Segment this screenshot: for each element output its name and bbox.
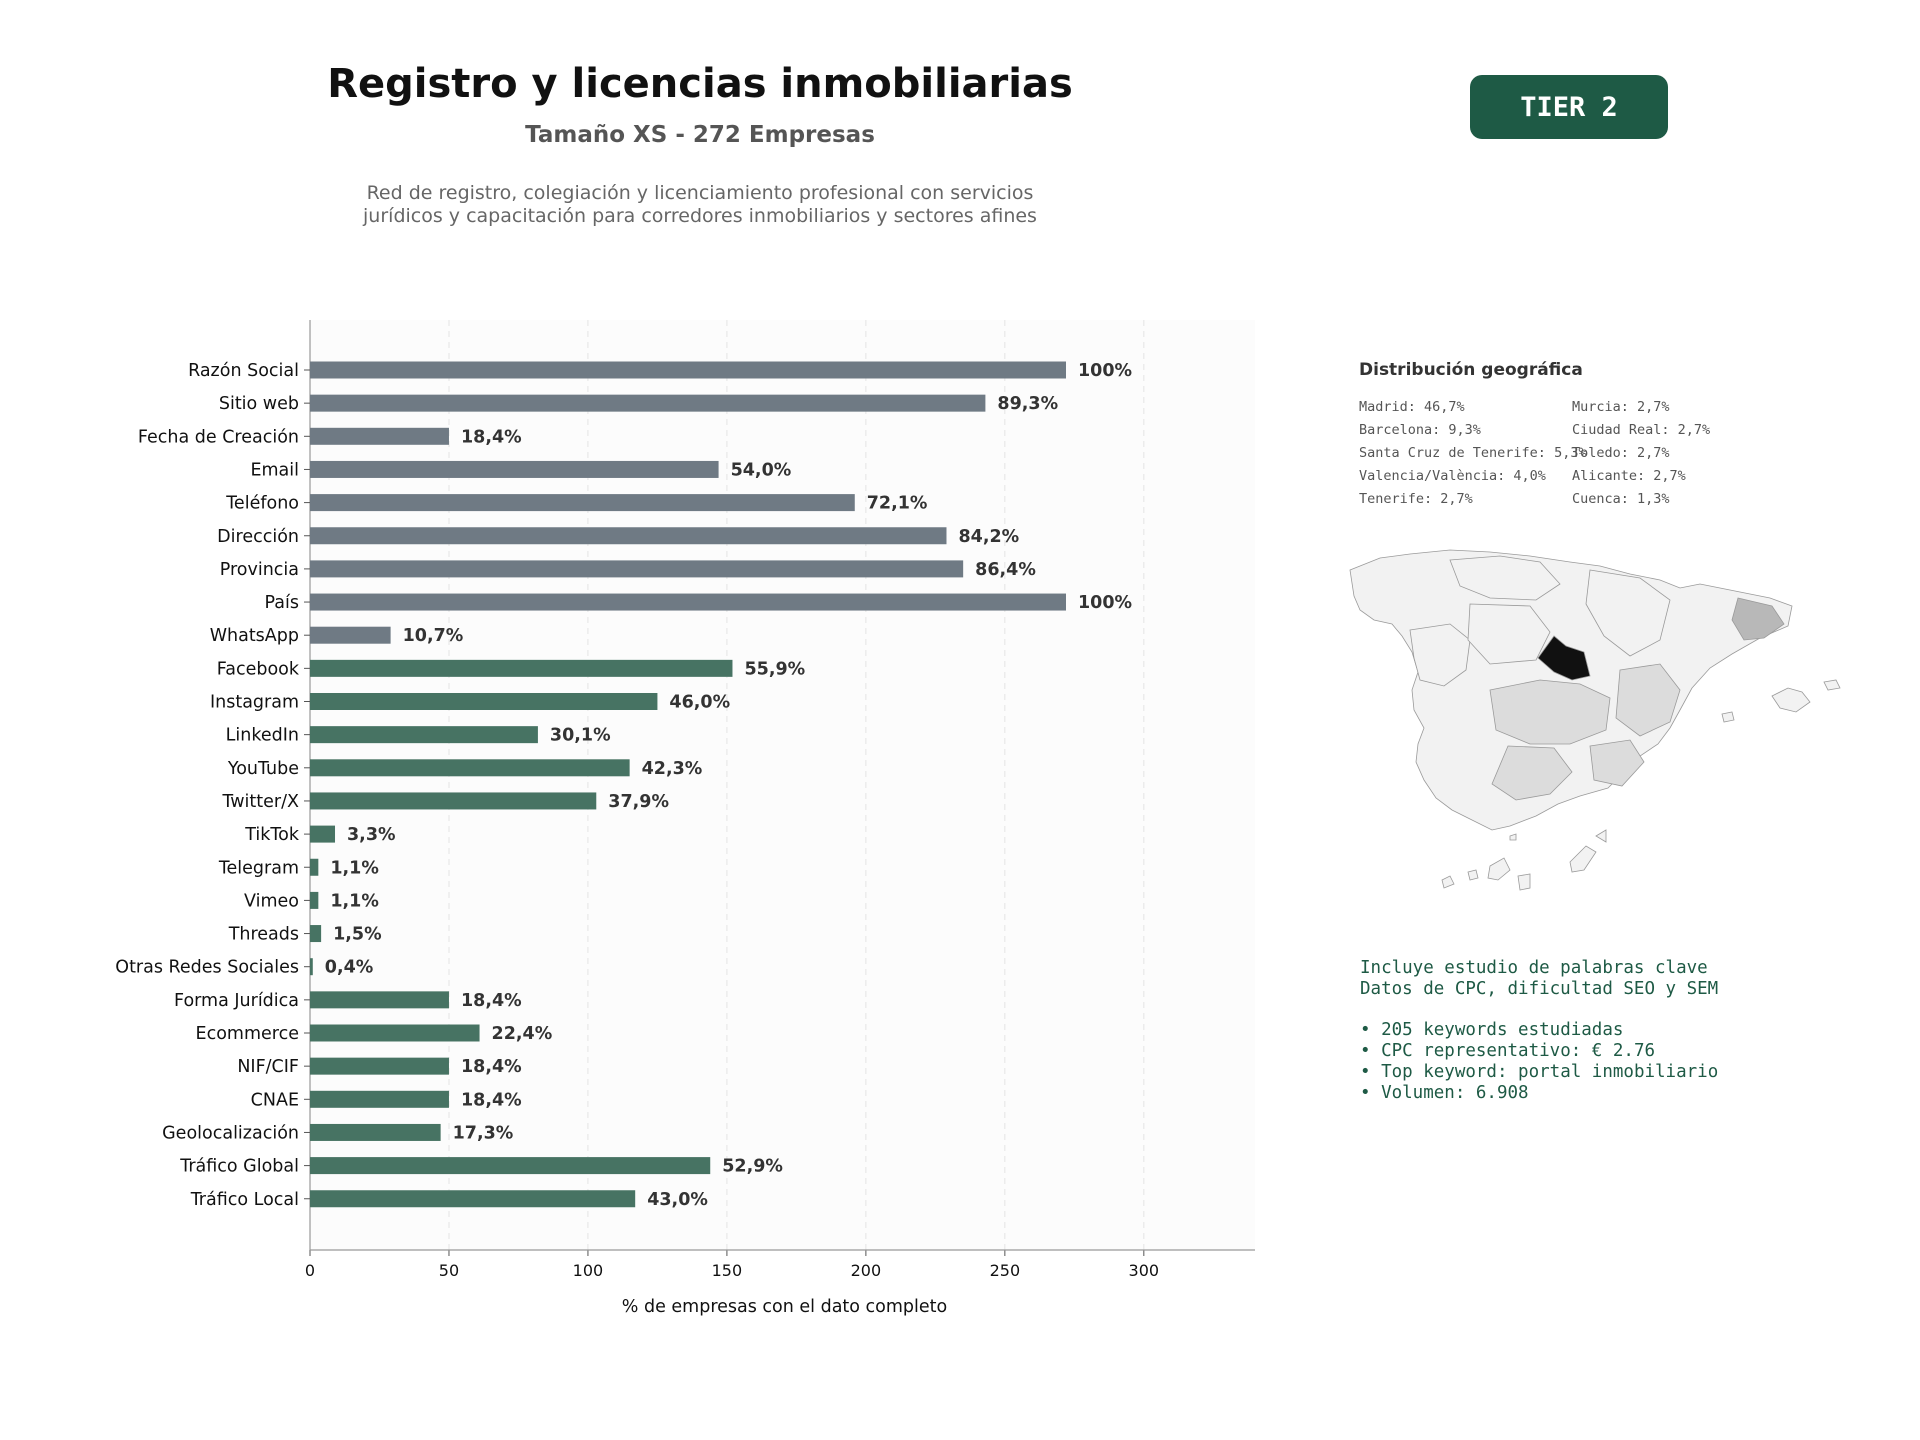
data-label: 42,3% <box>641 758 703 779</box>
geo-item: Barcelona: 9,3% <box>1359 422 1481 438</box>
bar <box>310 395 985 412</box>
x-tick-label: 100 <box>572 1261 604 1280</box>
category-label: CNAE <box>250 1090 299 1111</box>
category-label: Email <box>250 460 299 481</box>
category-label: Fecha de Creación <box>137 427 299 448</box>
bar <box>310 494 855 511</box>
category-label: Twitter/X <box>222 791 299 812</box>
data-label: 1,1% <box>330 858 379 879</box>
page-subtitle: Tamaño XS - 272 Empresas <box>525 122 875 148</box>
keyword-item: • 205 keywords estudiadas <box>1360 1020 1880 1041</box>
x-tick-label: 250 <box>989 1261 1021 1280</box>
bar <box>310 594 1066 611</box>
geo-title: Distribución geográfica <box>1359 360 1583 380</box>
geo-item: Cuenca: 1,3% <box>1572 491 1670 507</box>
bar <box>310 1025 480 1042</box>
data-label: 17,3% <box>452 1123 514 1144</box>
data-label: 52,9% <box>722 1156 783 1177</box>
bar <box>310 1091 449 1108</box>
map-region-mancha <box>1490 680 1610 744</box>
data-label: 30,1% <box>549 725 611 746</box>
keyword-item: • Top keyword: portal inmobiliario <box>1360 1062 1880 1083</box>
category-label: Teléfono <box>226 493 299 514</box>
geo-item: Madrid: 46,7% <box>1359 399 1465 415</box>
category-label: País <box>264 593 299 614</box>
data-label: 100% <box>1078 593 1133 614</box>
x-tick-label: 50 <box>438 1261 460 1280</box>
bar <box>310 991 449 1008</box>
data-label: 84,2% <box>958 526 1020 547</box>
page-title: Registro y licencias inmobiliarias <box>327 61 1073 107</box>
data-label: 10,7% <box>402 626 464 647</box>
bar <box>310 527 946 544</box>
category-label: Threads <box>228 924 299 945</box>
spain-map <box>1340 540 1860 920</box>
data-label: 18,4% <box>460 1057 522 1078</box>
bar <box>310 1124 441 1141</box>
keyword-info <box>1360 958 1880 1104</box>
data-label: 18,4% <box>460 1090 522 1111</box>
bar <box>310 362 1066 379</box>
data-label: 55,9% <box>744 659 806 680</box>
map-ceuta <box>1510 834 1516 840</box>
spain-map-regions <box>1350 550 1840 890</box>
category-label: LinkedIn <box>225 725 299 746</box>
geo-list <box>1359 399 1799 507</box>
category-label: Dirección <box>217 526 299 547</box>
data-label: 3,3% <box>347 825 396 846</box>
tier-badge: TIER 2 <box>1470 75 1668 139</box>
category-label: TikTok <box>245 825 299 846</box>
keyword-item: • CPC representativo: € 2.76 <box>1360 1041 1880 1062</box>
page-description: Red de registro, colegiación y licenciamiento profesional con servicios jurídicos y capacitación para corredores inmobiliarios y sectores afines <box>363 182 1037 228</box>
bar <box>310 660 732 677</box>
bar <box>310 461 719 478</box>
bar <box>310 428 449 445</box>
geo-item: Alicante: 2,7% <box>1572 468 1686 484</box>
data-label: 18,4% <box>460 427 522 448</box>
bar <box>310 627 391 644</box>
geo-item: Murcia: 2,7% <box>1572 399 1670 415</box>
x-axis-label: % de empresas con el dato completo <box>621 1297 948 1317</box>
x-tick-label: 200 <box>850 1261 882 1280</box>
data-label: 22,4% <box>491 1024 553 1044</box>
data-label: 18,4% <box>460 990 522 1011</box>
keyword-list <box>1360 1020 1880 1104</box>
category-label: Otras Redes Sociales <box>115 957 299 978</box>
keyword-line: Incluye estudio de palabras clave <box>1360 958 1708 978</box>
data-label: 1,5% <box>333 924 382 945</box>
map-islands-balearic <box>1772 680 1840 712</box>
data-label: 100% <box>1078 361 1133 381</box>
bar <box>310 826 335 843</box>
category-label: Instagram <box>209 692 299 713</box>
map-region-alicante <box>1722 712 1734 722</box>
geo-item: Toledo: 2,7% <box>1572 445 1670 461</box>
category-label: Telegram <box>218 858 299 879</box>
bar <box>310 925 321 942</box>
keyword-line: Datos de CPC, dificultad SEO y SEM <box>1360 979 1719 999</box>
data-label: 1,1% <box>330 891 379 912</box>
header <box>200 60 1200 228</box>
keyword-item: • Volumen: 6.908 <box>1360 1083 1880 1104</box>
geo-item: Valencia/València: 4,0% <box>1359 468 1546 484</box>
bar <box>310 792 596 809</box>
category-label: Provincia <box>219 559 299 580</box>
geo-distribution <box>1359 360 1799 507</box>
geo-item: Tenerife: 2,7% <box>1359 491 1473 507</box>
data-label: 86,4% <box>975 559 1036 580</box>
map-islands-canary <box>1442 830 1606 890</box>
data-label: 0,4% <box>324 957 374 978</box>
data-label: 43,0% <box>647 1189 708 1210</box>
bar <box>310 892 318 909</box>
category-label: Sitio web <box>218 394 299 415</box>
data-label: 54,0% <box>730 460 792 481</box>
bar <box>310 726 538 743</box>
category-label: Razón Social <box>188 361 299 381</box>
bar-chart <box>0 300 1300 1340</box>
bar <box>310 1157 710 1174</box>
x-tick-label: 0 <box>304 1261 316 1280</box>
geo-item: Santa Cruz de Tenerife: 5,3% <box>1359 445 1587 461</box>
category-label: Tráfico Local <box>190 1189 299 1210</box>
bar <box>310 859 318 876</box>
bar <box>310 958 313 975</box>
bar <box>310 1058 449 1075</box>
category-label: Tráfico Global <box>180 1156 299 1177</box>
category-label: NIF/CIF <box>237 1057 299 1078</box>
x-tick-label: 300 <box>1128 1261 1160 1280</box>
bar <box>310 759 630 776</box>
category-label: YouTube <box>227 758 299 779</box>
data-label: 37,9% <box>608 791 669 812</box>
category-label: Vimeo <box>244 891 299 912</box>
bar <box>310 1190 635 1207</box>
data-label: 89,3% <box>997 394 1059 415</box>
x-tick-label: 150 <box>711 1261 743 1280</box>
geo-item: Ciudad Real: 2,7% <box>1572 422 1711 438</box>
category-label: Geolocalización <box>162 1123 299 1144</box>
data-label: 46,0% <box>669 692 731 713</box>
category-label: Ecommerce <box>195 1024 299 1044</box>
bar <box>310 560 963 577</box>
bar <box>310 693 657 710</box>
data-label: 72,1% <box>866 493 928 514</box>
category-label: WhatsApp <box>209 626 299 647</box>
category-label: Forma Jurídica <box>174 990 299 1011</box>
category-label: Facebook <box>216 659 299 680</box>
